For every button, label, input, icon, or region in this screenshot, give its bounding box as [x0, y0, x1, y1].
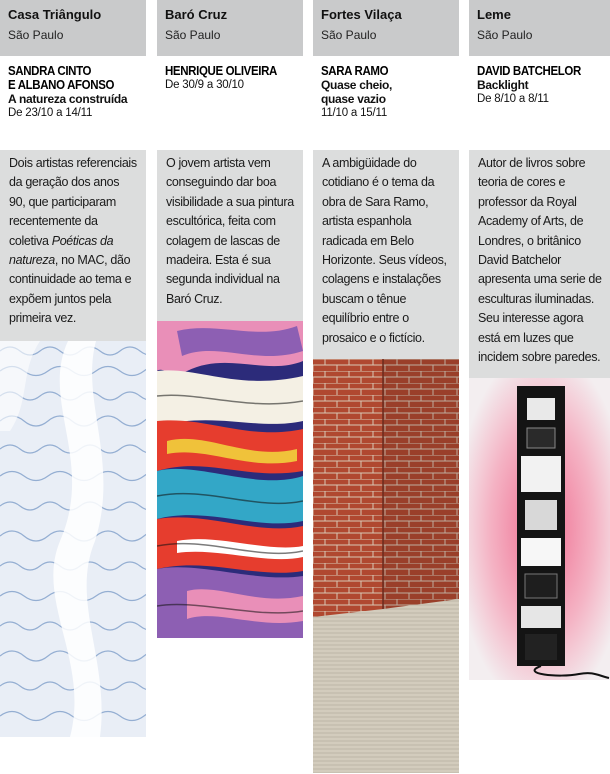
description-italic: Poéticas da natureza — [9, 233, 114, 268]
description-text: O jovem artista vem conseguindo dar boa visibilidade a sua pintura escultórica, feita com colagem de lascas de madeira. Esta é sua segunda individual na Baró Cruz. — [166, 156, 294, 306]
colorful-wood-collage-image — [157, 321, 303, 638]
gallery-city: São Paulo — [165, 28, 221, 42]
artist-name: HENRIQUE OLIVEIRA — [165, 64, 277, 78]
column-leme — [469, 0, 610, 365]
description-text: A ambigüidade do cotidiano é o tema da obra de Sara Ramo, artista espanhola radicada em Belo Horizonte. Seus vídeos, colagens e instalações buscam o tênue equilíbrio entre o prosaico e o fictício. — [322, 156, 447, 345]
gallery-city: São Paulo — [477, 28, 533, 42]
show-dates: 11/10 a 15/11 — [321, 107, 388, 119]
show-dates: De 23/10 a 14/11 — [8, 107, 93, 119]
description — [157, 150, 303, 322]
description-text: Dois artistas referenciais da geração dos anos 90, que participaram recentemente da coletiva — [9, 156, 137, 248]
column-casa-triangulo — [0, 0, 146, 326]
artist-name: E ALBANO AFONSO — [8, 78, 115, 92]
show-info — [0, 56, 146, 150]
gallery-header — [157, 0, 303, 56]
description-text: Autor de livros sobre teoria de cores e professor da Royal Academy of Arts, de Londres, o britânico David Batchelor apresenta uma serie de esculturas iluminadas. Seu interesse agora está em luzes que incidem sobre paredes. — [478, 156, 602, 365]
column-baro-cruz — [157, 0, 303, 306]
gallery-header — [0, 0, 146, 56]
light-sculpture-image — [469, 378, 610, 680]
description — [0, 150, 146, 341]
show-dates: De 8/10 a 8/11 — [477, 93, 549, 105]
show-info — [313, 56, 459, 150]
artist-name: SANDRA CINTO — [8, 64, 92, 78]
description-text: , no MAC, dão continuidade ao tema e expõem juntos pela primeira vez. — [9, 253, 132, 326]
gallery-name: Casa Triângulo — [8, 7, 102, 22]
gallery-city: São Paulo — [8, 28, 64, 42]
description — [313, 150, 459, 360]
gallery-name: Fortes Vilaça — [321, 7, 402, 22]
artist-name: SARA RAMO — [321, 64, 389, 78]
gallery-header — [469, 0, 610, 56]
show-title: quase vazio — [321, 92, 386, 106]
brick-wall-corner-image — [313, 359, 459, 773]
blue-white-wave-drawing-image — [0, 341, 146, 737]
show-info — [157, 56, 303, 150]
artist-name: DAVID BATCHELOR — [477, 64, 581, 78]
gallery-header — [313, 0, 459, 56]
show-title: Quase cheio, — [321, 78, 393, 92]
show-title: Backlight — [477, 78, 529, 92]
gallery-city: São Paulo — [321, 28, 377, 42]
description — [469, 150, 610, 378]
gallery-name: Baró Cruz — [165, 7, 228, 22]
show-dates: De 30/9 a 30/10 — [165, 79, 244, 91]
show-info — [469, 56, 610, 150]
show-title: A natureza construída — [8, 92, 128, 106]
column-fortes-vilaca — [313, 0, 459, 345]
gallery-name: Leme — [477, 7, 511, 22]
